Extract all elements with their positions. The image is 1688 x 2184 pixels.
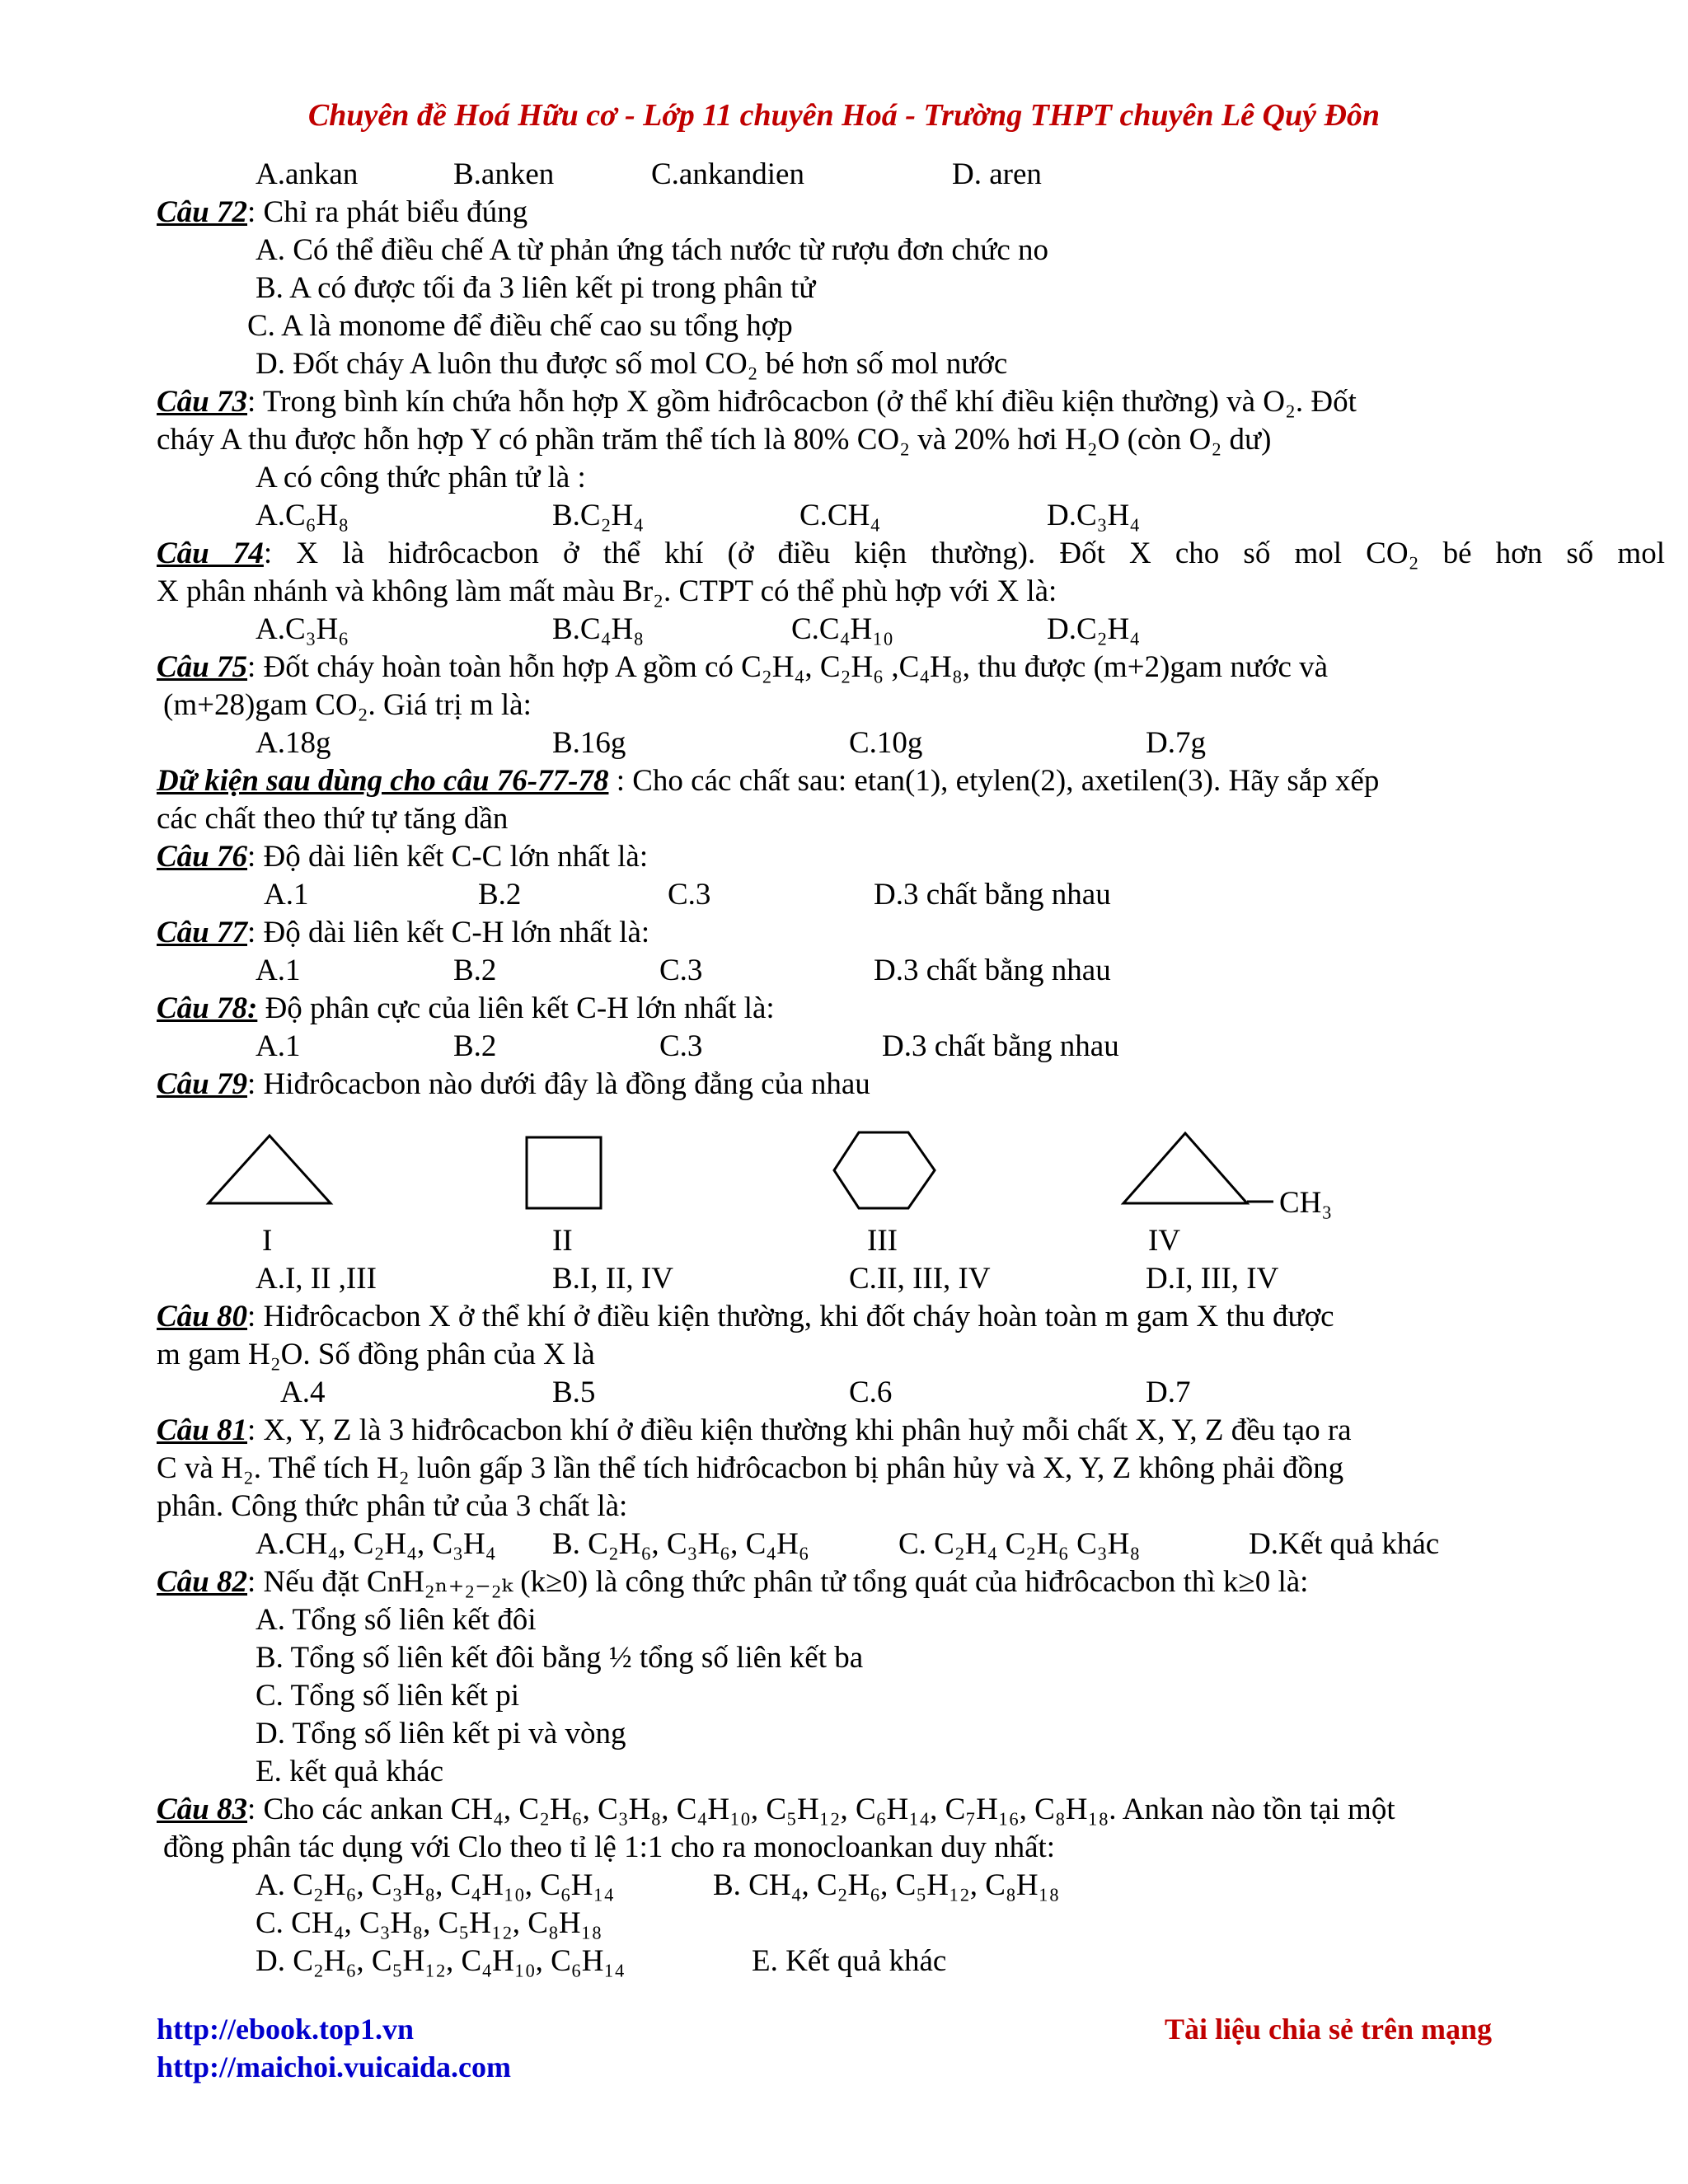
q75-option-c: C.10g: [849, 726, 923, 760]
q83-stem: [157, 1792, 1395, 1828]
q81-label: Câu 81: [157, 1413, 248, 1447]
cyclobutane-structure-ii: [527, 1137, 601, 1208]
q75-option-d: D.7g: [1146, 726, 1206, 760]
q72-option-b: B. A có được tối đa 3 liên kết pi trong phân tử: [256, 271, 816, 305]
q75-stem: [157, 649, 1328, 686]
q79-option-c: C.II, III, IV: [849, 1262, 991, 1296]
group-line1: : Cho các chất sau: etan(1), etylen(2), axetilen(3). Hãy sắp xếp: [608, 764, 1380, 798]
group-intro: [157, 763, 1379, 799]
q72-stem: [157, 194, 528, 231]
q78-option-d: D.3 chất bằng nhau: [882, 1029, 1119, 1063]
q77-option-a: A.1: [256, 954, 301, 987]
q74-line2: X phân nhánh và không làm mất màu Br₂. CTPT có thể phù hợp với X là:: [157, 574, 1057, 608]
footer-note: Tài liệu chia sẻ trên mạng: [1165, 2013, 1492, 2046]
q78-option-c: C.3: [659, 1029, 703, 1063]
q79-stem: [157, 1066, 870, 1103]
q78-prompt: Độ phân cực của liên kết C-H lớn nhất là:: [257, 991, 775, 1025]
q76-option-d: D.3 chất bằng nhau: [874, 878, 1111, 912]
group-label: Dữ kiện sau dùng cho câu 76-77-78: [157, 764, 609, 798]
q74-option-a: A.C₃H₆: [256, 612, 349, 646]
q83-line2: đồng phân tác dụng với Clo theo tỉ lệ 1:1 cho ra monocloankan duy nhất:: [163, 1830, 1056, 1864]
q79-label: Câu 79: [157, 1067, 248, 1101]
q83-option-d: D. C₂H₆, C₅H₁₂, C₄H₁₀, C₆H₁₄: [256, 1944, 626, 1978]
q73-label: Câu 73: [157, 385, 248, 419]
q83-line1: : Cho các ankan CH₄, C₂H₆, C₃H₈, C₄H₁₀, C₅H₁₂, C₆H₁₄, C₇H₁₆, C₈H₁₈. Ankan nào tồn tại một: [247, 1793, 1395, 1826]
q81-line3: phân. Công thức phân tử của 3 chất là:: [157, 1489, 628, 1523]
q74-option-c: C.C₄H₁₀: [791, 612, 894, 646]
q79-structures: [0, 1121, 1688, 1212]
cyclopropane-structure-i: [209, 1136, 331, 1203]
q80-stem: [157, 1299, 1334, 1335]
q81-line1: : X, Y, Z là 3 hiđrôcacbon khí ở điều kiện thường khi phân huỷ mỗi chất X, Y, Z đều tạo ra: [247, 1413, 1352, 1447]
q74-option-b: B.C₄H₈: [552, 612, 645, 646]
q78-option-a: A.1: [256, 1029, 301, 1063]
q73-line3: A có công thức phân tử là :: [256, 461, 586, 494]
q82-label: Câu 82: [157, 1565, 248, 1599]
q75-label: Câu 75: [157, 650, 248, 684]
q71-option-c: C.ankandien: [651, 157, 804, 191]
structure-label-iv: IV: [1148, 1224, 1181, 1258]
q80-option-c: C.6: [849, 1376, 893, 1409]
q83-option-b: B. CH₄, C₂H₆, C₅H₁₂, C₈H₁₈: [713, 1868, 1060, 1902]
q79-option-b: B.I, II, IV: [552, 1262, 673, 1296]
methylcyclopropane-structure-iv: [1123, 1133, 1247, 1203]
q75-option-a: A.18g: [256, 726, 331, 760]
q72-option-c: C. A là monome để điều chế cao su tổng hợp: [247, 309, 793, 343]
q81-option-d: D.Kết quả khác: [1249, 1527, 1440, 1561]
q72-option-a: A. Có thể điều chế A từ phản ứng tách nước từ rượu đơn chức no: [256, 233, 1048, 267]
q74-label: Câu 74: [157, 537, 264, 570]
q72-option-d: D. Đốt cháy A luôn thu được số mol CO₂ bé hơn số mol nước: [256, 347, 1008, 381]
q72-prompt: : Chỉ ra phát biểu đúng: [247, 195, 528, 229]
q78-label: Câu 78:: [157, 991, 258, 1025]
q82-stem: [157, 1564, 1308, 1601]
q78-stem: [157, 991, 775, 1027]
structure-label-ii: II: [552, 1224, 573, 1258]
q77-option-d: D.3 chất bằng nhau: [874, 954, 1111, 987]
q81-stem: [157, 1413, 1352, 1449]
q81-option-a: A.CH₄, C₂H₄, C₃H₄: [256, 1527, 496, 1561]
q71-option-b: B.anken: [453, 157, 555, 191]
structure-label-iii: III: [867, 1224, 898, 1258]
q73-line1: : Trong bình kín chứa hỗn hợp X gồm hiđrôcacbon (ở thể khí điều kiện thường) và O₂. Đốt: [247, 385, 1357, 419]
q80-option-b: B.5: [552, 1376, 596, 1409]
q80-line1: : Hiđrôcacbon X ở thể khí ở điều kiện thường, khi đốt cháy hoàn toàn m gam X thu được: [247, 1300, 1334, 1333]
q79-option-a: A.I, II ,III: [256, 1262, 377, 1296]
q73-option-a: A.C₆H₈: [256, 499, 349, 532]
q77-prompt: : Độ dài liên kết C-H lớn nhất là:: [247, 916, 650, 949]
q74-stem: [157, 536, 1665, 572]
q77-label: Câu 77: [157, 916, 248, 949]
q73-option-b: B.C₂H₄: [552, 499, 645, 532]
q81-option-b: B. C₂H₆, C₃H₆, C₄H₆: [552, 1527, 809, 1561]
q73-option-d: D.C₃H₄: [1047, 499, 1141, 532]
group-line2: các chất theo thứ tự tăng dần: [157, 802, 509, 836]
q74-option-d: D.C₂H₄: [1047, 612, 1141, 646]
q83-option-e: E. Kết quả khác: [752, 1944, 947, 1978]
q80-line2: m gam H₂O. Số đồng phân của X là: [157, 1338, 595, 1371]
q81-line2: C và H₂. Thể tích H₂ luôn gấp 3 lần thể tích hiđrôcacbon bị phân hủy và X, Y, Z không phải đồng: [157, 1451, 1344, 1485]
q79-option-d: D.I, III, IV: [1146, 1262, 1279, 1296]
page-header: Chuyên đề Hoá Hữu cơ - Lớp 11 chuyên Hoá - Trường THPT chuyên Lê Quý Đôn: [307, 98, 1381, 133]
q73-line2: cháy A thu được hỗn hợp Y có phần trăm thể tích là 80% CO₂ và 20% hơi H₂O (còn O₂ dư): [157, 423, 1272, 457]
q76-option-b: B.2: [478, 878, 522, 912]
q74-line1: : X là hiđrôcacbon ở thể khí (ở điều kiện thường). Đốt X cho số mol CO₂ bé hơn số mol: [263, 537, 1665, 570]
q77-stem: [157, 915, 649, 951]
q79-prompt: : Hiđrôcacbon nào dưới đây là đồng đẳng của nhau: [247, 1067, 870, 1101]
q80-option-a: A.4: [280, 1376, 326, 1409]
q82-option-e: E. kết quả khác: [256, 1755, 444, 1788]
q76-stem: [157, 839, 648, 875]
q76-option-a: A.1: [264, 878, 309, 912]
q72-label: Câu 72: [157, 195, 248, 229]
q82-option-c: C. Tổng số liên kết pi: [256, 1679, 519, 1713]
q73-option-c: C.CH₄: [799, 499, 881, 532]
q83-option-a: A. C₂H₆, C₃H₈, C₄H₁₀, C₆H₁₄: [256, 1868, 615, 1902]
q82-option-a: A. Tổng số liên kết đôi: [256, 1603, 537, 1637]
q83-option-c: C. CH₄, C₃H₈, C₅H₁₂, C₈H₁₈: [256, 1906, 603, 1940]
footer-link-maichoi[interactable]: http://maichoi.vuicaida.com: [157, 2050, 511, 2083]
footer-link-ebook[interactable]: http://ebook.top1.vn: [157, 2013, 415, 2046]
q80-label: Câu 80: [157, 1300, 248, 1333]
q83-label: Câu 83: [157, 1793, 248, 1826]
q73-stem: [157, 384, 1357, 420]
q82-option-b: B. Tổng số liên kết đôi bằng ½ tổng số liên kết ba: [256, 1641, 864, 1675]
q81-option-c: C. C₂H₄ C₂H₆ C₃H₈: [898, 1527, 1141, 1561]
q71-option-a: A.ankan: [256, 157, 359, 191]
structure-label-i: I: [262, 1224, 273, 1258]
q82-option-d: D. Tổng số liên kết pi và vòng: [256, 1717, 626, 1750]
q77-option-c: C.3: [659, 954, 703, 987]
cyclohexane-structure-iii: [834, 1132, 935, 1208]
q78-option-b: B.2: [453, 1029, 497, 1063]
q80-option-d: D.7: [1146, 1376, 1191, 1409]
methyl-label: CH₃: [1279, 1186, 1333, 1220]
q75-option-b: B.16g: [552, 726, 626, 760]
q75-line2: (m+28)gam CO₂. Giá trị m là:: [163, 688, 532, 722]
q76-label: Câu 76: [157, 840, 248, 874]
q82-prompt: : Nếu đặt CnH₂ₙ₊₂₋₂ₖ (k≥0) là công thức phân tử tổng quát của hiđrôcacbon thì k≥0 là:: [247, 1565, 1309, 1599]
q76-prompt: : Độ dài liên kết C-C lớn nhất là:: [247, 840, 649, 874]
q77-option-b: B.2: [453, 954, 497, 987]
q76-option-c: C.3: [668, 878, 711, 912]
q71-option-d: D. aren: [952, 157, 1042, 191]
q75-line1: : Đốt cháy hoàn toàn hỗn hợp A gồm có C₂H₄, C₂H₆ ,C₄H₈, thu được (m+2)gam nước và: [247, 650, 1329, 684]
